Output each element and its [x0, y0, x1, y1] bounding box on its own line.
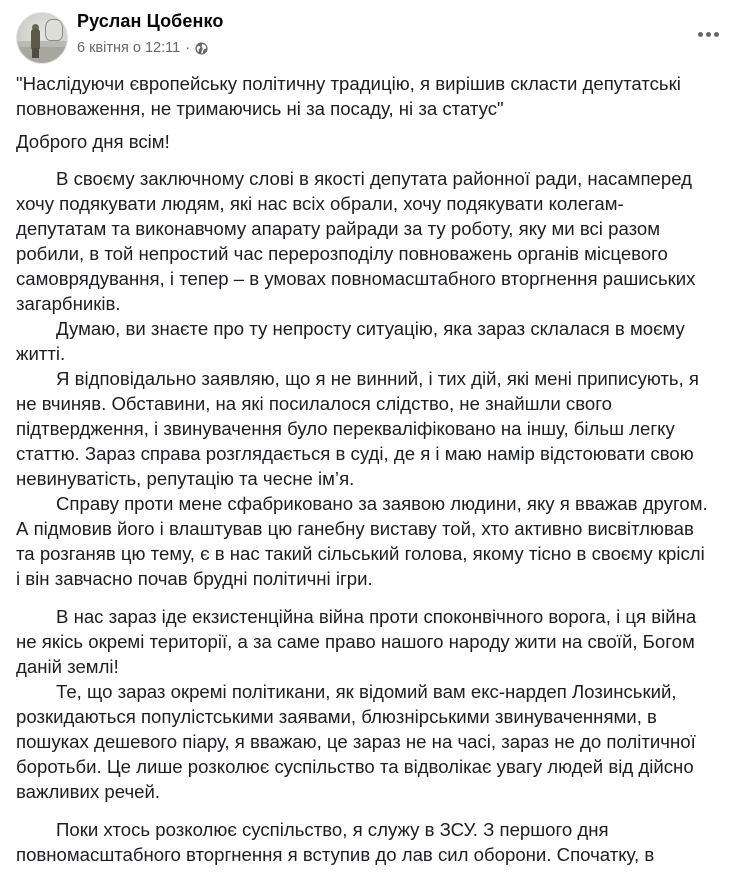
- text-line: розкидаються популістськими заявами, блюзнірськими звинуваченнями, в: [16, 706, 657, 727]
- paragraph: [16, 366, 728, 491]
- text-line: Поки хтось розколює суспільство, я служу в ЗСУ. З першого дня: [56, 819, 609, 840]
- text-line: не якісь окремі території, а за саме право нашого народу жити на своїй, Богом: [16, 631, 695, 652]
- text-line: не вчиняв. Обставини, на які посилалося слідство, не знайшли свого: [16, 393, 612, 414]
- text-line: самоврядування, і тепер – в умовах повномасштабного вторгнення рашиських: [16, 268, 696, 289]
- post-timestamp-link[interactable]: 6 квітня о 12:11: [77, 40, 181, 56]
- text-line: депутатам та виконавчому апарату райради за ту роботу, яку ми всі разом: [16, 218, 661, 239]
- text-line: А підмовив його і влаштував цю ганебну виставу той, хто активно висвітлював: [16, 518, 694, 539]
- text-line: пошуках дешевого піару, я вважаю, це зараз не на часі, зараз не до політичної: [16, 731, 696, 752]
- text-line: Справу проти мене сфабриковано за заявою людини, яку я вважав другом.: [56, 493, 708, 514]
- text-line: хочу подякувати людям, які нас всіх обрали, хочу подякувати колегам-: [16, 193, 624, 214]
- text-line: боротьби. Це лише розколює суспільство та відволікає увагу людей від дійсно: [16, 756, 694, 777]
- post-text: [16, 71, 728, 867]
- text-line: Думаю, ви знаєте про ту непросту ситуацію, яка зараз склалася в моєму: [56, 318, 685, 339]
- paragraph: [16, 604, 728, 679]
- post-meta: [77, 40, 208, 56]
- text-line: невинуватість, репутацію та чесне ім’я.: [16, 468, 355, 489]
- paragraph: [16, 817, 728, 867]
- globe-icon[interactable]: [195, 42, 208, 55]
- quote-line: "Наслідуючи європейську політичну традицію, я вирішив скласти депутатські: [16, 73, 681, 94]
- paragraph: [16, 166, 728, 316]
- post-header: [0, 0, 740, 64]
- text-line: житті.: [16, 343, 66, 364]
- text-line: робили, в той непростий час перерозподілу повноважень органів місцевого: [16, 243, 668, 264]
- author-avatar[interactable]: [16, 12, 68, 64]
- paragraph: [16, 679, 728, 804]
- text-line: Я відповідально заявляю, що я не винний, і тих дій, які мені приписують, я: [56, 368, 700, 389]
- text-line: і він завчасно почав брудні політичні ігри.: [16, 568, 373, 589]
- text-line: В своєму заключному слові в якості депутата районної ради, насамперед: [56, 168, 692, 189]
- text-line: Те, що зараз окремі політикани, як відомий вам екс-нардеп Лозинський,: [56, 681, 677, 702]
- quote-line: повноваження, не тримаючись ні за посаду, ні за статус": [16, 98, 504, 119]
- paragraph: [16, 491, 728, 591]
- text-line: статтю. Зараз справа розглядається в суді, де я і маю намір відстоювати свою: [16, 443, 694, 464]
- text-line: повномасштабного вторгнення я вступив до лав сил оборони. Спочатку, в: [16, 844, 655, 865]
- text-line: важливих речей.: [16, 781, 161, 802]
- more-options-icon: [698, 32, 703, 37]
- text-line: В нас зараз іде екзистенційна війна проти споконвічного ворога, і ця війна: [56, 606, 697, 627]
- greeting: Доброго дня всім!: [16, 131, 170, 152]
- author-name-link[interactable]: Руслан Цобенко: [77, 11, 224, 31]
- more-options-button[interactable]: [690, 22, 726, 46]
- meta-separator: ·: [185, 40, 191, 56]
- text-line: загарбників.: [16, 293, 121, 314]
- text-line: даній землі!: [16, 656, 119, 677]
- paragraph: [16, 316, 728, 366]
- text-line: підтвердження, і звинувачення було перекваліфіковано на іншу, більш легку: [16, 418, 675, 439]
- text-line: та розганяв цю тему, є в нас такий сільський голова, якому тісно в своєму кріслі: [16, 543, 705, 564]
- mural-portrait: [45, 19, 63, 41]
